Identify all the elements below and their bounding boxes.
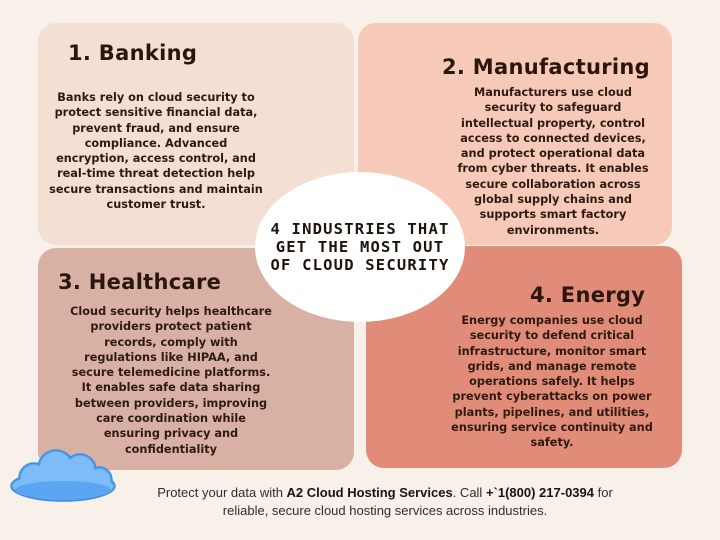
card-healthcare-title: 3. Healthcare — [58, 270, 222, 294]
card-banking-body: Banks rely on cloud security to protect sensitive financial data, prevent fraud, and ensure compliance. Advanced encryption, access control, and real-time threat detection help secure transactions and maintain customer trust. — [49, 91, 263, 212]
card-banking-title: 1. Banking — [68, 41, 198, 65]
center-oval — [255, 172, 465, 322]
card-manufacturing-body: Manufacturers use cloud security to safeguard intellectual property, control access to connected devices, and protect operational data from cyber threats. It enables secure collaboration across global supply chains and supports smart factory environments. — [457, 86, 649, 237]
card-energy-body: Energy companies use cloud security to defend critical infrastructure, monitor smart grids, and manage remote operations safely. It helps prevent cyberattacks on power plants, pipelines, and utilities, ensuring service continuity and safety. — [451, 314, 653, 450]
footer-text — [150, 484, 620, 520]
cloud-icon — [4, 446, 122, 506]
center-title: 4 INDUSTRIES THAT GET THE MOST OUT OF CLOUD SECURITY — [270, 220, 450, 274]
footer-phone: +`1(800) 217-0394 — [485, 485, 594, 500]
card-manufacturing-title: 2. Manufacturing — [442, 55, 650, 79]
card-healthcare-body: Cloud security helps healthcare providers protect patient records, comply with regulations like HIPAA, and secure telemedicine platforms. It enables safe data sharing between providers, improving care coordination while ensuring privacy and confidentiality — [70, 305, 272, 456]
footer-suffix: for reliable, secure cloud hosting services across industries. — [222, 485, 613, 518]
card-energy-title: 4. Energy — [530, 283, 646, 307]
footer-company: A2 Cloud Hosting Services — [286, 485, 453, 500]
footer-prefix: Protect your data with — [157, 485, 287, 500]
footer-middle: . Call — [452, 485, 486, 500]
